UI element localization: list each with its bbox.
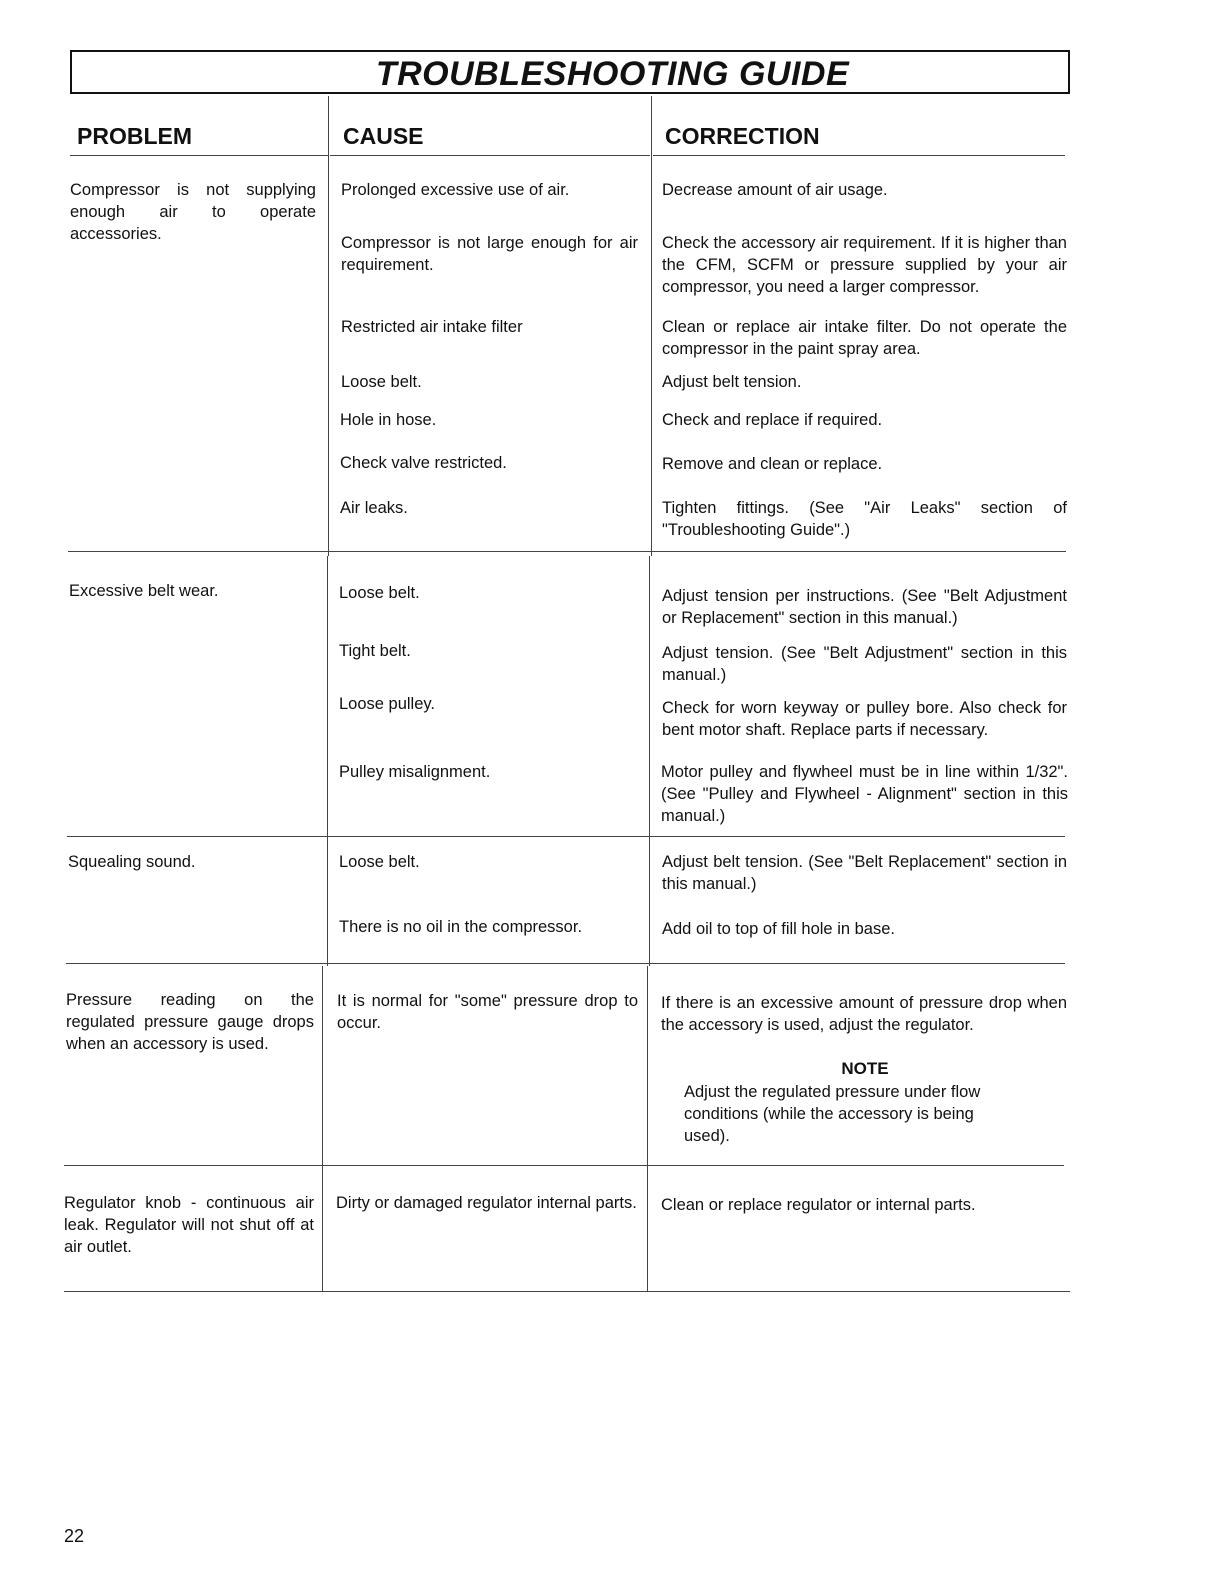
- cause-text: Restricted air intake filter: [341, 318, 523, 336]
- correction-text: Tighten fittings. (See "Air Leaks" section of "Troubleshooting Guide".): [662, 499, 1067, 539]
- divider-correction-1: [651, 96, 652, 556]
- correction-text: Clean or replace regulator or internal parts.: [661, 1196, 976, 1214]
- correction-text: Add oil to top of fill hole in base.: [662, 920, 895, 938]
- correction-text: Decrease amount of air usage.: [662, 181, 888, 199]
- correction-text: Check the accessory air requirement. If it is higher than the CFM, SCFM or pressure supplied by your air compressor, you need a larger compressor.: [662, 234, 1067, 296]
- row-divider-2: [67, 836, 1065, 837]
- header-rule-correction: [653, 155, 1065, 156]
- correction-text: Check and replace if required.: [662, 411, 883, 429]
- cause-text: Loose belt.: [341, 373, 422, 391]
- cause-text: Prolonged excessive use of air.: [341, 181, 570, 199]
- correction-text: Adjust belt tension.: [662, 373, 802, 391]
- correction-text: Adjust belt tension. (See "Belt Replacement" section in this manual.): [662, 853, 1067, 893]
- page-title: TROUBLESHOOTING GUIDE: [375, 55, 850, 93]
- correction-text: Check for worn keyway or pulley bore. Also check for bent motor shaft. Replace parts if necessary.: [662, 699, 1067, 739]
- problem-text: Regulator knob - continuous air leak. Regulator will not shut off at air outlet.: [64, 1194, 314, 1256]
- cause-text: It is normal for "some" pressure drop to occur.: [337, 992, 638, 1032]
- row-divider-4: [64, 1165, 1064, 1166]
- row-divider-3: [66, 963, 1065, 964]
- cause-text: Loose belt.: [339, 584, 420, 602]
- divider-cause-3: [322, 966, 323, 1291]
- correction-text: If there is an excessive amount of pressure drop when the accessory is used, adjust the regulator.: [661, 994, 1067, 1034]
- problem-text: Squealing sound.: [68, 853, 196, 871]
- correction-text: Clean or replace air intake filter. Do not operate the compressor in the paint spray area.: [662, 318, 1067, 358]
- header-rule-cause: [330, 155, 650, 156]
- cause-text: Air leaks.: [340, 499, 408, 517]
- divider-cause-1: [328, 96, 329, 556]
- cause-text: Loose pulley.: [339, 695, 436, 713]
- correction-text: Adjust tension. (See "Belt Adjustment" section in this manual.): [662, 644, 1067, 684]
- cause-text: Hole in hose.: [340, 411, 437, 429]
- row-divider-1: [68, 551, 1066, 552]
- page-number: 22: [64, 1526, 85, 1546]
- problem-text: Compressor is not supplying enough air to operate accessories.: [70, 181, 316, 243]
- header-correction: CORRECTION: [665, 123, 820, 149]
- cause-text: Compressor is not large enough for air requirement.: [341, 234, 638, 274]
- cause-text: Dirty or damaged regulator internal parts.: [336, 1194, 637, 1212]
- divider-cause-2: [327, 556, 328, 966]
- cause-text: Loose belt.: [339, 853, 420, 871]
- cause-text: Tight belt.: [339, 642, 411, 660]
- correction-text: Motor pulley and flywheel must be in line within 1/32". (See "Pulley and Flywheel - Alignment" section in this manual.): [661, 763, 1068, 825]
- header-cause: CAUSE: [343, 123, 424, 149]
- header-problem: PROBLEM: [77, 123, 192, 149]
- problem-text: Pressure reading on the regulated pressure gauge drops when an accessory is used.: [66, 991, 314, 1053]
- cause-text: There is no oil in the compressor.: [339, 918, 583, 936]
- cause-text: Check valve restricted.: [340, 454, 507, 472]
- note-text: Adjust the regulated pressure under flow conditions (while the accessory is being used).: [684, 1083, 981, 1145]
- divider-correction-3: [647, 966, 648, 1291]
- note-title: NOTE: [841, 1059, 889, 1078]
- correction-text: Adjust tension per instructions. (See "Belt Adjustment or Replacement" section in this manual.): [662, 587, 1067, 627]
- row-divider-5: [64, 1291, 1070, 1292]
- problem-text: Excessive belt wear.: [69, 582, 219, 600]
- cause-text: Pulley misalignment.: [339, 763, 491, 781]
- divider-correction-2: [649, 556, 650, 966]
- header-rule-problem: [70, 155, 328, 156]
- correction-text: Remove and clean or replace.: [662, 455, 883, 473]
